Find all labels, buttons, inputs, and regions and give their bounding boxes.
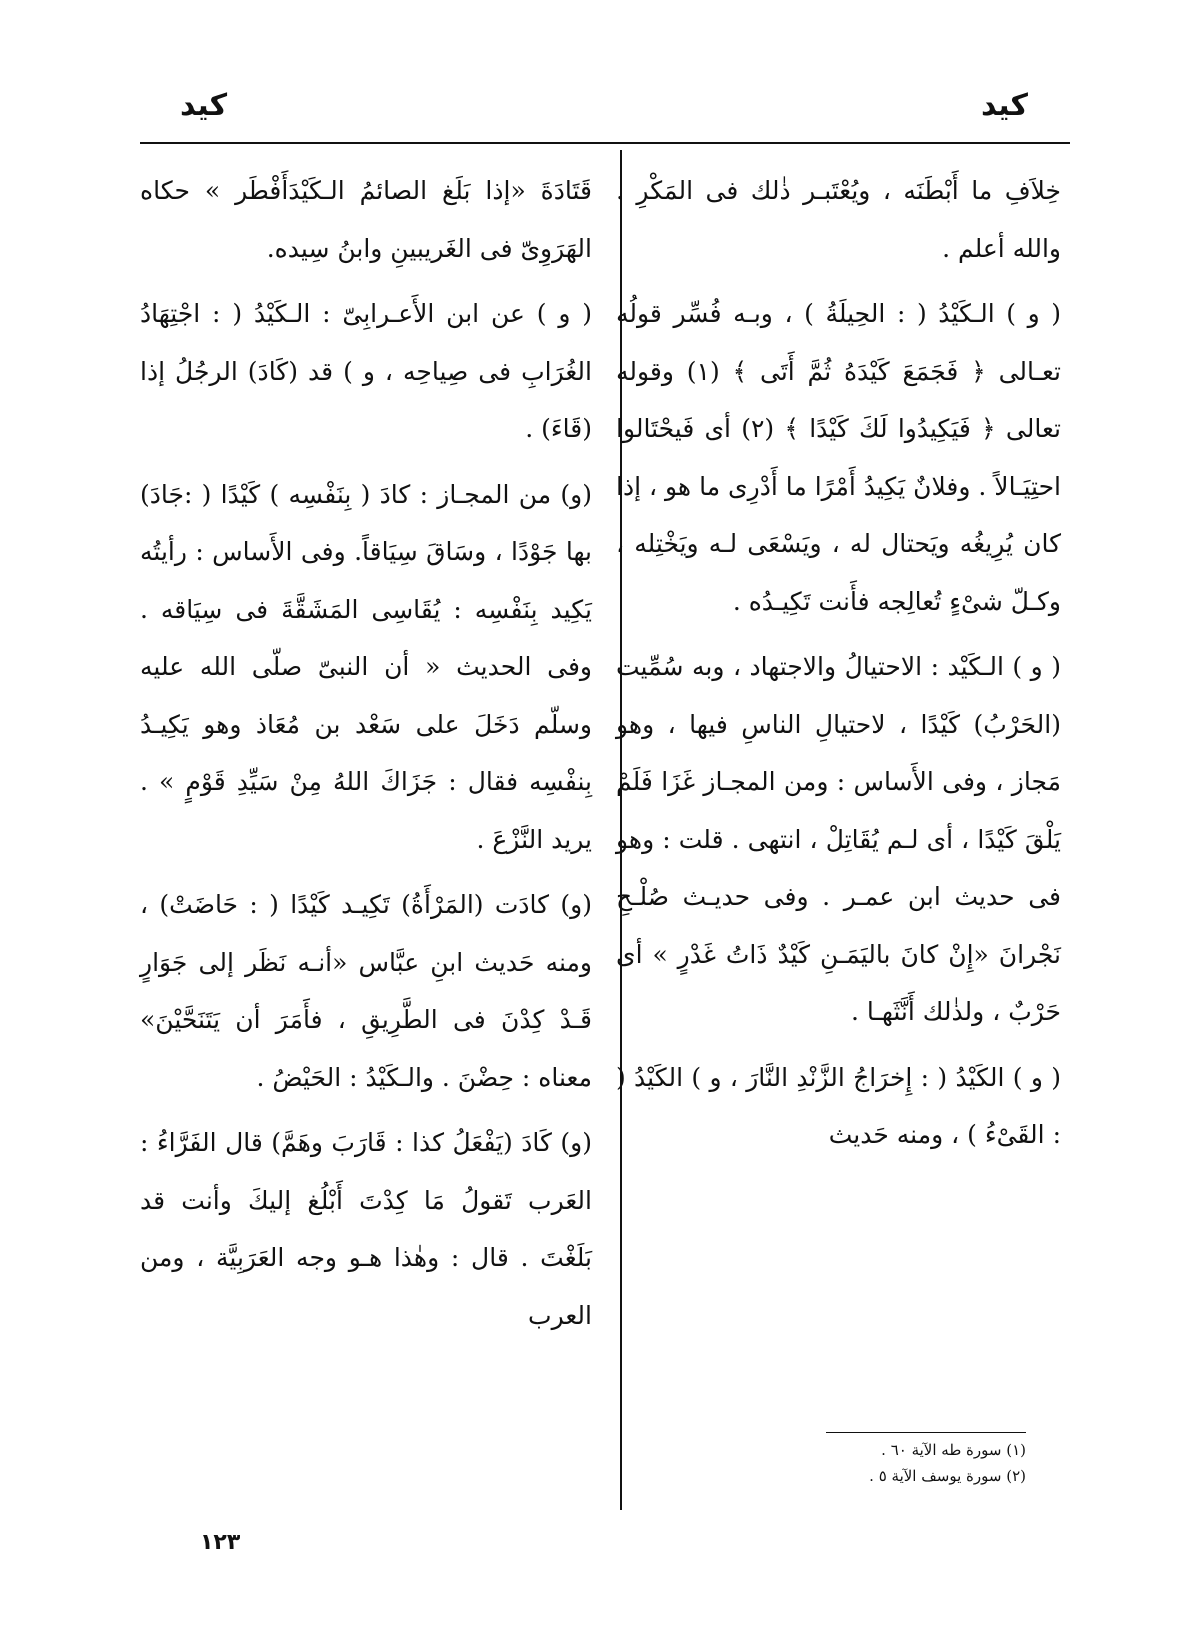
paragraph: (و) من المجـاز : كادَ ( بِنَفْسِه ) كَيْدًا ( :جَادَ) بها جَوْدًا ، وسَاقَ سِيَاقاً. وفى الأَساس : رأيتُه يَكِيد بِنَفْسِه : يُقَاسِى المَشَقَّةَ فى سِيَاقه . وفى الحديث « أن النبىّ صلّى الله عليه وسلّم دَخَلَ على سَعْد بن مُعَاذ وهو يَكِيـدُ بِنفْسِه فقال : جَزَاكَ اللهُ مِنْ سَيِّدِ قَوْمٍ » . يريد النَّزْعَ .	[140, 479, 592, 854]
footnote: (١) سورة طه الآية ٦٠ .	[881, 1441, 1026, 1459]
paragraph: ( و ) عن ابن الأَعـرابِىّ : الـكَيْدُ ( : اجْتِهَادُ الغُرَابِ فى صِياحِه ، و ) قد (كَادَ) الرجُلُ إذا (قَاءَ) .	[140, 299, 592, 443]
header-rule	[140, 142, 1070, 144]
footnote-rule	[826, 1432, 1026, 1433]
paragraph: (و) كَادَ (يَفْعَلُ كذا : قَارَبَ وهَمَّ) قال الفَرَّاءُ : العَرب تَقولُ مَا كِدْتَ أَبْلُغ إليكَ وأنت قد بَلَغْتَ . قال : وهٰذا هـو وجه العَرَبِيَّة ، ومن العرب	[140, 1128, 592, 1330]
paragraph: ( و ) الكَيْدُ ( : إِخرَاجُ الزَّنْدِ النَّارَ ، و ) الكَيْدُ ( : القَىْءُ ) ، ومنه حَديث	[616, 1062, 1061, 1149]
footnotes	[606, 1432, 1026, 1489]
page-number: ١٢٣	[200, 1530, 241, 1555]
paragraph: قَتَادَةَ «إذا بَلَغ الصائمُ الـكَيْدَأَفْطَر » حكاه الهَرَوِىّ فى الغَريبينِ وابنُ سِيده.	[140, 176, 592, 263]
paragraph: خِلاَفِ ما أَبْطَنَه ، ويُعْتَبـر ذٰلك فى المَكْرِ . والله أعلم .	[616, 176, 1061, 263]
paragraph: ( و ) الـكَيْد : الاحتيالُ والاجتهاد ، وبه سُمِّيت (الحَرْبُ) كَيْدًا ، لاحتيالِ الناسِ فيها ، وهو مَجاز ، وفى الأَساس : ومن المجـاز غَزَا فَلَمْ يَلْقَ كَيْدًا ، أى لـم يُقَاتِلْ ، انتهى . قلت : وهو فى حديث ابن عمـر . وفى حديـث صُلْـحِ نَجْرانَ «إِنْ كانَ باليَمَـنِ كَيْدٌ ذَاتُ غَدْرٍ » أى حَرْبٌ ، ولذٰلك أَنَّثَهـا .	[616, 652, 1061, 1026]
right-column	[616, 162, 1061, 1172]
footnote: (٢) سورة يوسف الآية ٥ .	[869, 1467, 1026, 1485]
paragraph: (و) كادَت (المَرْأَةُ) تَكِيـد كَيْدًا ( : حَاضَتْ) ، ومنه حَديث ابنِ عبَّاس «أنـه نَظَر إلى جَوَارٍ قَـدْ كِدْنَ فى الطَّرِيقِ ، فأَمَرَ أن يَتَنَحَّيْنَ» معناه : حِضْنَ . والـكَيْدُ : الحَيْضُ .	[140, 890, 592, 1092]
left-column	[140, 162, 592, 1352]
paragraph: ( و ) الـكَيْدُ ( : الحِيلَةُ ) ، وبـه فُسِّر قولُه تعـالى ﴿ فَجَمَعَ كَيْدَهُ ثُمَّ أَتَى ﴾ (١) وقوله تعالى ﴿ فَيَكِيدُوا لَكَ كَيْدًا ﴾ (٢) أى فَيحْتَالوا احتِيَـالاً . وفلانٌ يَكِيدُ أَمْرًا ما أَدْرِى ما هو ، إذا كان يُرِيغُه ويَحتال له ، ويَسْعَى لـه ويَخْتِله ، وكـلّ شىْءٍ تُعالِجه فأَنت تَكِيـدُه .	[616, 299, 1061, 616]
header-entry-word-left: كيد	[180, 88, 228, 123]
header-entry-word-right: كيد	[980, 88, 1028, 123]
